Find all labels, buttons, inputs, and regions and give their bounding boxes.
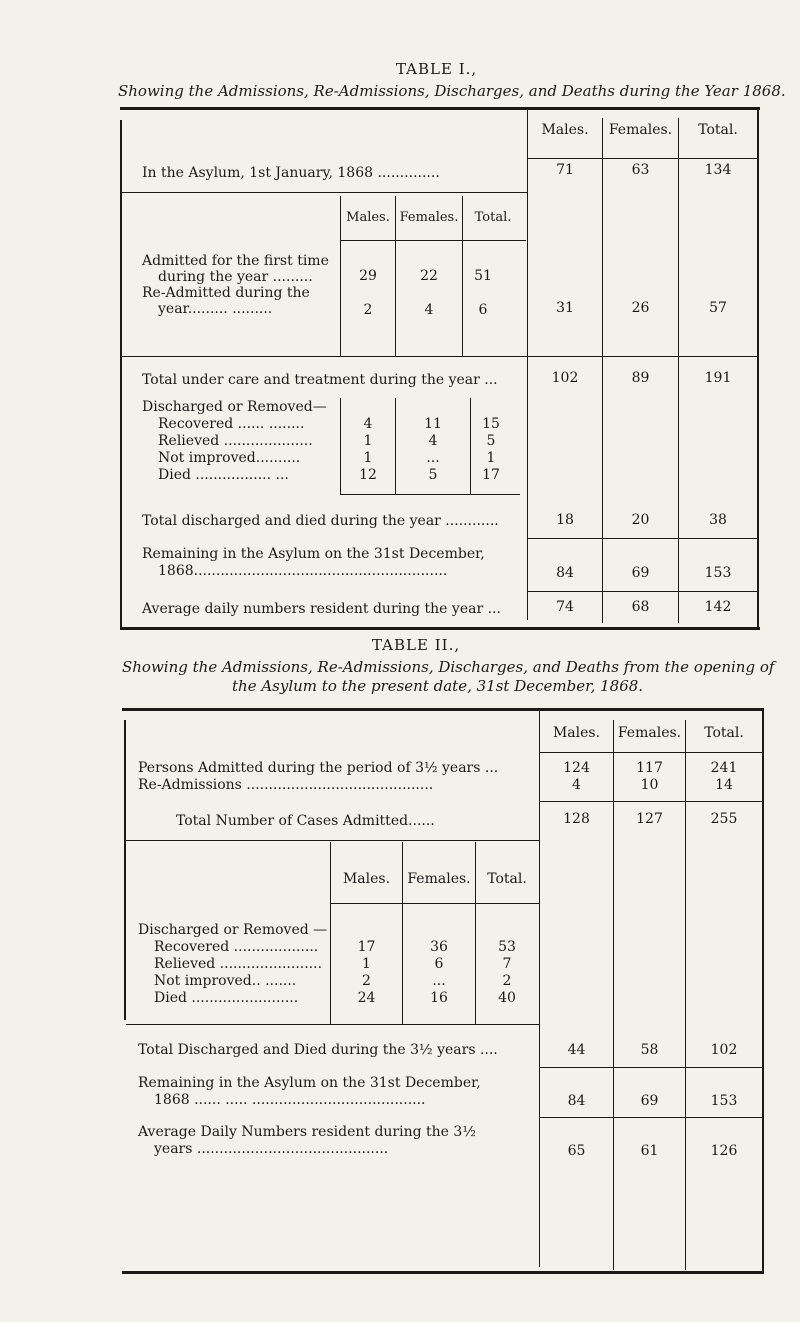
persons-admitted-females: 117: [636, 760, 663, 776]
table2-subtitle-2: the Asylum to the present date, 31st December, 1868.: [232, 677, 644, 695]
table2-top-rule: [122, 708, 764, 711]
total-admitted-label: Total Number of Cases Admitted......: [176, 813, 435, 829]
readmissions-males: 4: [572, 777, 581, 793]
t2-remaining-total: 153: [710, 1093, 738, 1109]
row-rule: [126, 840, 539, 841]
died-label: Died ................. ...: [158, 467, 289, 483]
in-asylum-females: 63: [631, 162, 650, 178]
t2-total-discharged-label: Total Discharged and Died during the 3½ years ....: [138, 1042, 498, 1058]
table1-header-rule: [528, 158, 757, 159]
table1-top-rule: [120, 107, 760, 110]
sub-header-rule: [331, 903, 539, 904]
admitted-sum-females: 26: [631, 300, 650, 316]
t2-remaining-label-2: 1868 ...... ..... .......................................: [154, 1092, 426, 1108]
table1-left-rule: [120, 120, 122, 629]
table2-title: TABLE II.,: [372, 636, 461, 654]
t2-not-improved-females: ...: [432, 973, 446, 989]
table2-header-rule: [540, 752, 762, 753]
row-rule: [528, 591, 757, 592]
t2-total-discharged-total: 102: [710, 1042, 738, 1058]
remaining-label-1: Remaining in the Asylum on the 31st December,: [142, 546, 485, 562]
t2-not-improved-males: 2: [362, 973, 371, 989]
table1-col-divider: [527, 110, 528, 620]
table2-col-divider: [685, 720, 686, 1270]
remaining-females: 69: [631, 565, 650, 581]
admitted-label-2: during the year .........: [158, 269, 313, 285]
admitted-males: 29: [359, 268, 377, 284]
total-under-care-total: 191: [704, 370, 732, 386]
recovered-label: Recovered ...... ........: [158, 416, 305, 432]
t2-remaining-label-1: Remaining in the Asylum on the 31st December,: [138, 1075, 481, 1091]
t2-died-label: Died ........................: [154, 990, 299, 1006]
table2-col-divider: [539, 711, 540, 1267]
table2-left-rule: [124, 720, 126, 1020]
remaining-label-2: 1868.........................................................: [158, 563, 448, 579]
table1-title: TABLE I.,: [396, 60, 478, 78]
row-rule: [122, 356, 757, 357]
sub-table-rule: [340, 494, 520, 495]
relieved-label: Relieved ....................: [158, 433, 313, 449]
t2-average-total: 126: [710, 1143, 738, 1159]
t2-average-females: 61: [640, 1143, 659, 1159]
admitted-label-1: Admitted for the first time: [142, 253, 329, 269]
persons-admitted-total: 241: [710, 760, 738, 776]
t2-not-improved-total: 2: [502, 973, 512, 989]
row-rule: [528, 538, 757, 539]
t2-recovered-label: Recovered ...................: [154, 939, 319, 955]
t2-died-females: 16: [430, 990, 448, 1006]
sub-header-males: Males.: [346, 210, 390, 225]
total-admitted-females: 127: [636, 811, 663, 827]
t2-remaining-males: 84: [567, 1093, 586, 1109]
table2-bottom-rule: [122, 1271, 764, 1274]
table1-header-males: Males.: [541, 122, 589, 138]
row-rule: [540, 1117, 762, 1118]
readmitted-males: 2: [363, 302, 373, 318]
t2-average-label-2: years ...........................................: [154, 1141, 389, 1157]
total-admitted-males: 128: [563, 811, 590, 827]
readmitted-females: 4: [424, 302, 434, 318]
table2-col-divider: [613, 720, 614, 1270]
table2-header-total: Total.: [704, 725, 744, 741]
died-total: 17: [482, 467, 500, 483]
total-discharged-total: 38: [709, 512, 727, 528]
persons-admitted-label: Persons Admitted during the period of 3½ years ...: [138, 760, 499, 776]
in-asylum-label: In the Asylum, 1st January, 1868 ..............: [142, 165, 440, 181]
in-asylum-males: 71: [556, 162, 574, 178]
sub-header-females: Females.: [399, 210, 459, 225]
total-under-care-label: Total under care and treatment during the year ...: [142, 372, 498, 388]
row-rule: [540, 801, 762, 802]
t2-average-males: 65: [567, 1143, 586, 1159]
t2-recovered-females: 36: [430, 939, 448, 955]
readmissions-total: 14: [715, 777, 733, 793]
average-total: 142: [704, 599, 732, 615]
died-males: 12: [359, 467, 377, 483]
readmitted-total: 6: [478, 302, 488, 318]
relieved-males: 1: [363, 433, 373, 449]
readmissions-label: Re-Admissions ..........................................: [138, 777, 434, 793]
relieved-total: 5: [486, 433, 496, 449]
row-rule: [122, 192, 527, 193]
total-discharged-label: Total discharged and died during the year ............: [142, 513, 499, 529]
t2-total-discharged-females: 58: [640, 1042, 659, 1058]
discharged-label: Discharged or Removed—: [142, 399, 327, 415]
recovered-males: 4: [363, 416, 373, 432]
t2-relieved-label: Relieved .......................: [154, 956, 323, 972]
table1-right-rule: [757, 107, 759, 629]
sub-header-total: Total.: [487, 871, 527, 887]
admitted-sum-males: 31: [556, 300, 574, 316]
t2-died-total: 40: [498, 990, 516, 1006]
remaining-total: 153: [704, 565, 732, 581]
total-under-care-females: 89: [631, 370, 650, 386]
readmitted-label-2: year......... .........: [158, 301, 273, 317]
t2-average-label-1: Average Daily Numbers resident during the 3½: [138, 1124, 476, 1140]
average-males: 74: [556, 599, 574, 615]
readmitted-label-1: Re-Admitted during the: [142, 285, 310, 301]
not-improved-females: ...: [426, 450, 440, 466]
average-label: Average daily numbers resident during the year ...: [142, 601, 501, 617]
sub-header-males: Males.: [342, 871, 391, 887]
sub-header-rule: [341, 240, 526, 241]
sub-header-females: Females.: [407, 871, 471, 887]
t2-died-males: 24: [357, 990, 376, 1006]
in-asylum-total: 134: [704, 162, 732, 178]
row-rule: [540, 1067, 762, 1068]
total-discharged-males: 18: [556, 512, 574, 528]
admitted-total: 51: [474, 268, 492, 284]
table2-header-females: Females.: [617, 725, 682, 741]
row-rule: [126, 1024, 539, 1025]
recovered-total: 15: [482, 416, 500, 432]
recovered-females: 11: [424, 416, 442, 432]
t2-recovered-males: 17: [357, 939, 376, 955]
total-under-care-males: 102: [551, 370, 579, 386]
t2-total-discharged-males: 44: [567, 1042, 586, 1058]
table1-header-total: Total.: [698, 122, 738, 138]
relieved-females: 4: [428, 433, 438, 449]
table1-bottom-rule: [120, 627, 760, 630]
t2-relieved-total: 7: [502, 956, 512, 972]
t2-relieved-females: 6: [434, 956, 444, 972]
admitted-females: 22: [420, 268, 438, 284]
table1-header-females: Females.: [608, 122, 673, 138]
remaining-males: 84: [556, 565, 574, 581]
t2-remaining-females: 69: [640, 1093, 659, 1109]
table1-subtitle: Showing the Admissions, Re-Admissions, Discharges, and Deaths during the Year 1868.: [118, 82, 786, 100]
persons-admitted-males: 124: [563, 760, 590, 776]
readmissions-females: 10: [640, 777, 659, 793]
not-improved-total: 1: [486, 450, 496, 466]
total-discharged-females: 20: [631, 512, 650, 528]
t2-relieved-males: 1: [362, 956, 371, 972]
t2-not-improved-label: Not improved.. .......: [154, 973, 297, 989]
average-females: 68: [631, 599, 650, 615]
not-improved-males: 1: [363, 450, 373, 466]
admitted-sum-total: 57: [709, 300, 727, 316]
table2-right-rule: [762, 708, 764, 1274]
died-females: 5: [428, 467, 438, 483]
not-improved-label: Not improved..........: [158, 450, 301, 466]
sub-header-total: Total.: [474, 210, 512, 225]
t2-discharged-label: Discharged or Removed —: [138, 922, 328, 938]
table2-header-males: Males.: [552, 725, 601, 741]
total-admitted-total: 255: [710, 811, 738, 827]
table2-subtitle-1: Showing the Admissions, Re-Admissions, Discharges, and Deaths from the opening of: [122, 658, 775, 676]
t2-recovered-total: 53: [498, 939, 516, 955]
